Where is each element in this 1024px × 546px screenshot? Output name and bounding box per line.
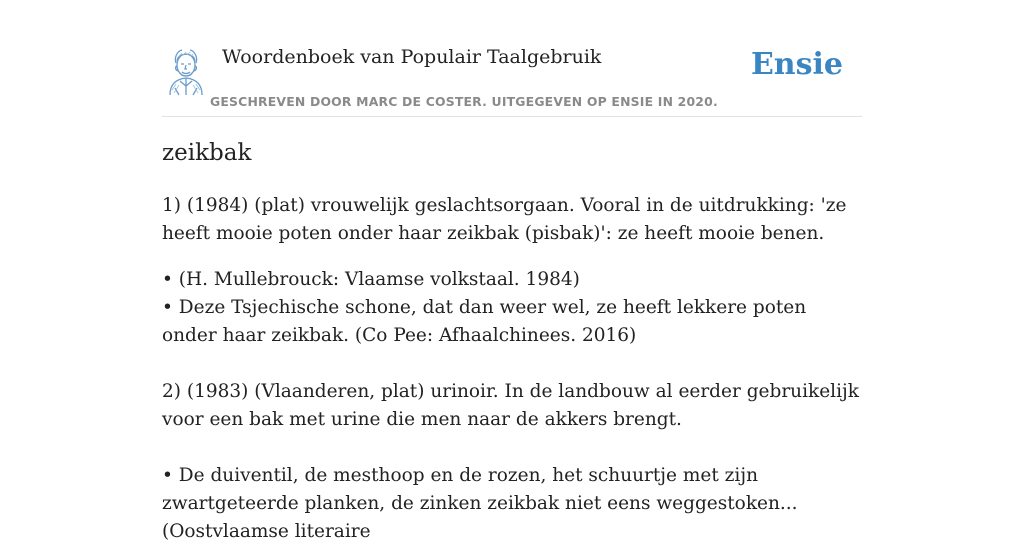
quote-2: • Deze Tsjechische schone, dat dan weer wel, ze heeft lekkere poten onder haar zeikbak. (Co Pee: Afhaalchinees. 2016): [162, 297, 807, 346]
quote-3: • De duiventil, de mesthoop en de rozen, het schuurtje met zijn zwartgeteerde planken, de zinken zeikbak niet eens weggestoken... (Oostvlaamse literaire: [162, 465, 798, 542]
brand-logo[interactable]: Ensie: [750, 47, 843, 82]
page: [162, 0, 862, 542]
book-title[interactable]: Woordenboek van Populair Taalgebruik: [222, 46, 602, 68]
entry-content: [162, 192, 862, 546]
definition-2: 2) (1983) (Vlaanderen, plat) urinoir. In de landbouw al eerder gebruikelijk voor een bak met urine die men naar de akkers brengt.: [162, 381, 859, 430]
definition-1: 1) (1984) (plat) vrouwelijk geslachtsorgaan. Vooral in de uitdrukking: 'ze heeft mooie poten onder haar zeikbak (pisbak)': ze heeft mooie benen.: [162, 195, 847, 244]
author-portrait-icon[interactable]: [162, 44, 210, 96]
header: [162, 0, 862, 117]
quote-1: • (H. Mullebrouck: Vlaamse volkstaal. 1984): [162, 269, 580, 290]
entry-term: zeikbak: [162, 140, 252, 166]
byline: GESCHREVEN DOOR MARC DE COSTER. UITGEGEVEN OP ENSIE IN 2020.: [210, 94, 718, 109]
